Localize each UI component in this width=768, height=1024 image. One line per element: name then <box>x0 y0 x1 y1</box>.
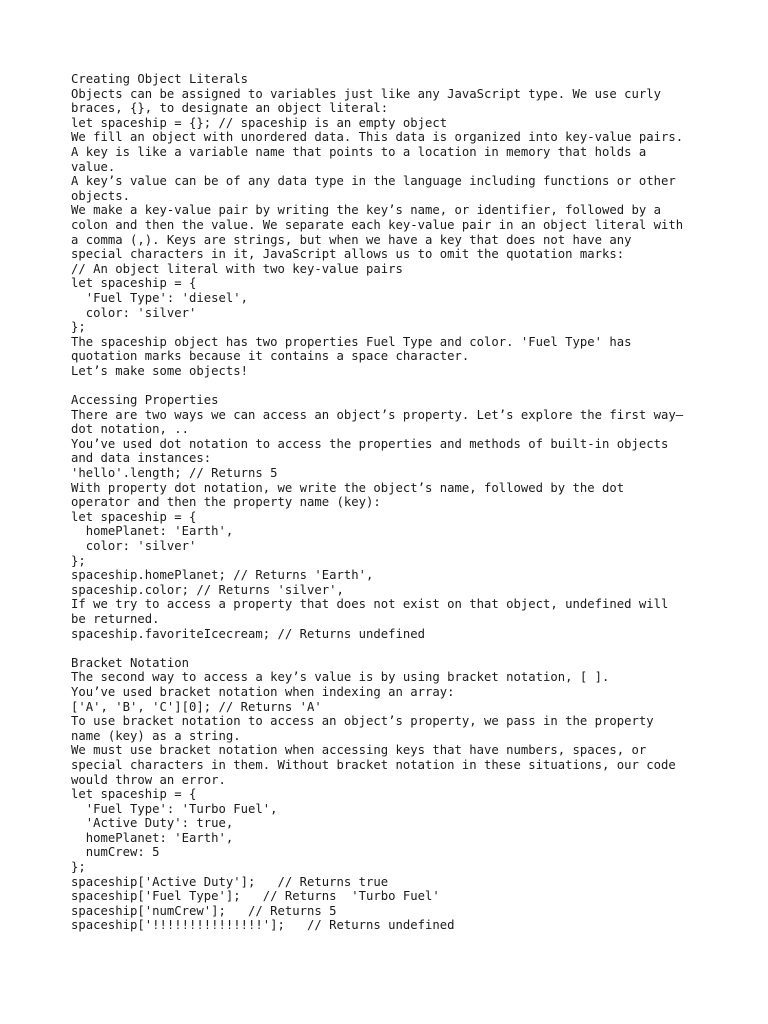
text-line: special characters in it, JavaScript allows us to omit the quotation marks: <box>71 247 625 262</box>
text-line: special characters in them. Without bracket notation in these situations, our code <box>71 757 676 772</box>
text-line: spaceship['numCrew']; // Returns 5 <box>71 903 337 918</box>
text-line <box>71 641 711 656</box>
text-line: // An object literal with two key-value pairs <box>71 261 403 276</box>
text-line: a comma (,). Keys are strings, but when we have a key that does not have any <box>71 232 632 247</box>
text-line: }; <box>71 553 86 568</box>
text-line: We fill an object with unordered data. This data is organized into key-value pairs. <box>71 130 684 145</box>
text-line: objects. <box>71 188 131 203</box>
document-page <box>71 72 711 933</box>
text-line: dot notation, .. <box>71 422 190 437</box>
text-line: 'hello'.length; // Returns 5 <box>71 466 278 481</box>
text-line: spaceship['Fuel Type']; // Returns 'Turbo Fuel' <box>71 889 440 904</box>
text-line: Creating Object Literals <box>71 72 249 86</box>
text-line: would throw an error. <box>71 772 226 787</box>
text-line: spaceship.favoriteIcecream; // Returns undefined <box>71 626 426 641</box>
text-line: To use bracket notation to access an object’s property, we pass in the property <box>71 714 654 729</box>
text-line: There are two ways we can access an object’s property. Let’s explore the first way— <box>71 407 684 422</box>
text-line: quotation marks because it contains a space character. <box>71 349 470 364</box>
text-line: A key is like a variable name that points to a location in memory that holds a <box>71 144 647 159</box>
text-line: }; <box>71 860 86 875</box>
text-line: We must use bracket notation when accessing keys that have numbers, spaces, or <box>71 743 647 758</box>
text-line: The second way to access a key’s value is by using bracket notation, [ ]. <box>71 670 610 685</box>
text-line: spaceship.color; // Returns 'silver', <box>71 582 344 597</box>
text-line: You’ve used dot notation to access the properties and methods of built-in objects <box>71 436 669 451</box>
text-line: The spaceship object has two properties Fuel Type and color. 'Fuel Type' has <box>71 334 632 349</box>
text-line: homePlanet: 'Earth', <box>71 524 234 539</box>
text-line: spaceship.homePlanet; // Returns 'Earth', <box>71 568 374 583</box>
text-line: color: 'silver' <box>71 305 197 320</box>
text-line: We make a key-value pair by writing the key’s name, or identifier, followed by a <box>71 203 662 218</box>
text-line: value. <box>71 159 116 174</box>
text-line: colon and then the value. We separate each key-value pair in an object literal with <box>71 217 684 232</box>
text-line: operator and then the property name (key): <box>71 495 381 510</box>
text-line: With property dot notation, we write the object’s name, followed by the dot <box>71 480 625 495</box>
text-line: numCrew: 5 <box>71 845 160 860</box>
text-line: let spaceship = { <box>71 509 197 524</box>
text-line: A key’s value can be of any data type in the language including functions or other <box>71 174 676 189</box>
text-line: You’ve used bracket notation when indexing an array: <box>71 684 455 699</box>
text-line: 'Fuel Type': 'Turbo Fuel', <box>71 801 278 816</box>
text-line: let spaceship = { <box>71 787 197 802</box>
text-line: }; <box>71 320 86 335</box>
text-line: If we try to access a property that does not exist on that object, undefined will <box>71 597 669 612</box>
text-line: 'Fuel Type': 'diesel', <box>71 290 249 305</box>
text-line: spaceship['Active Duty']; // Returns true <box>71 874 389 889</box>
text-line: let spaceship = {}; // spaceship is an empty object <box>71 115 448 130</box>
text-line: homePlanet: 'Earth', <box>71 830 234 845</box>
text-line <box>71 378 711 393</box>
text-line: let spaceship = { <box>71 276 197 291</box>
text-line: spaceship['!!!!!!!!!!!!!!!']; // Returns undefined <box>71 918 455 933</box>
text-line: name (key) as a string. <box>71 728 241 743</box>
text-line: Objects can be assigned to variables just like any JavaScript type. We use curly <box>71 86 662 101</box>
text-line: Let’s make some objects! <box>71 363 249 378</box>
text-line: 'Active Duty': true, <box>71 816 234 831</box>
text-line: be returned. <box>71 611 160 626</box>
text-line: braces, {}, to designate an object literal: <box>71 101 389 116</box>
text-line: Accessing Properties <box>71 393 219 408</box>
text-line: Bracket Notation <box>71 655 190 670</box>
text-line: ['A', 'B', 'C'][0]; // Returns 'A' <box>71 699 322 714</box>
text-line: and data instances: <box>71 451 212 466</box>
text-line: color: 'silver' <box>71 539 197 553</box>
